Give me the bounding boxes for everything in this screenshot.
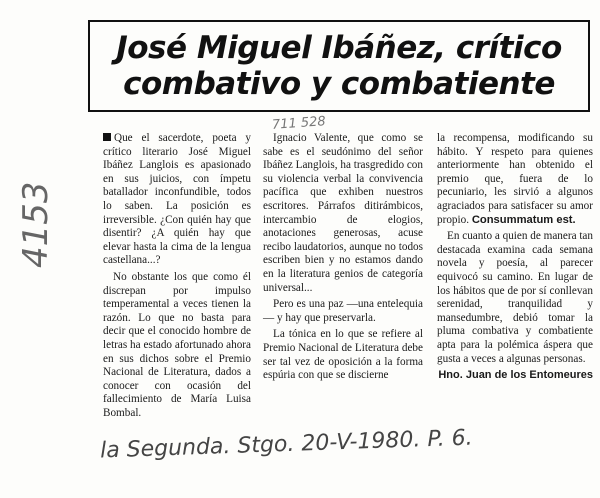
bullet-icon <box>103 133 111 141</box>
closing-phrase: Consummatum est. <box>471 213 576 226</box>
article-column-1 <box>103 132 251 423</box>
author-signature: Hno. Juan de los Entomeures <box>438 369 593 382</box>
archive-id-annotation: 711 528 <box>271 114 327 133</box>
headline-line-1: José Miguel Ibáñez, crítico <box>116 30 562 66</box>
paragraph: Que el sacerdote, poeta y crítico literario José Miguel Ibáñez Langlois es apasionado en sus juicios, con ímpetu batallador inconfundible, todos lo saben. La posición es irreversible. ¿Con quién hay que disentir? ¿A quién hay que elevar hasta la cima de la lengua castellana...? <box>103 132 251 267</box>
paragraph: No obstante los que como él discrepan por impulso temperamental a veces tienen la razón. Lo que no basta para decir que el conocido hombre de letras ha estado afortunado ahora en sus dichos sobre el Premio Nacional de Literatura, dados a conocer con ocasión del fallecimiento de María Luisa Bombal. <box>103 270 251 419</box>
margin-number-annotation: 4153 <box>16 181 56 268</box>
article-column-3 <box>437 132 593 383</box>
article-column-2 <box>263 132 423 386</box>
headline-line-2: combativo y combatiente <box>123 66 555 102</box>
headline-box <box>88 20 590 112</box>
paragraph: La tónica en lo que se refiere al Premio Nacional de Literatura debe ser tal vez de oposición a la forma espúria con que se discierne <box>263 328 423 382</box>
paragraph: la recompensa, modificando su hábito. Y respeto para quienes anteriormente han obtenido el premio que, fuera de lo pecuniario, les sirvió a algunos agraciados para satisfacer su amor propio. Consummatum est. <box>437 132 593 226</box>
paragraph: Pero es una paz —una entelequia— y hay que preservarla. <box>263 298 423 324</box>
source-annotation: la Segunda. Stgo. 20-V-1980. P. 6. <box>99 425 474 464</box>
paragraph: En cuanto a quien de manera tan destacada examina cada semana novela y poesía, al parecer equivocó su camino. En lugar de los hábitos que de por sí conllevan serenidad, tranquilidad y mansedumbre, debió tomar la pluma combativa y combatiente apta para la polémica áspera que gusta a veces a algunas personas. <box>437 230 593 365</box>
paragraph: Ignacio Valente, que como se sabe es el seudónimo del señor Ibáñez Langlois, ha trasgredido con su violencia verbal la convivencia pacífica que exhiben nuestros escritores. Párrafos ditirámbicos, intercambio de elogios, anotaciones generosas, acuse recibo laudatorios, aunque no todos escriben bien y no estamos dando en la literatura genios de categoría universal... <box>263 132 423 294</box>
